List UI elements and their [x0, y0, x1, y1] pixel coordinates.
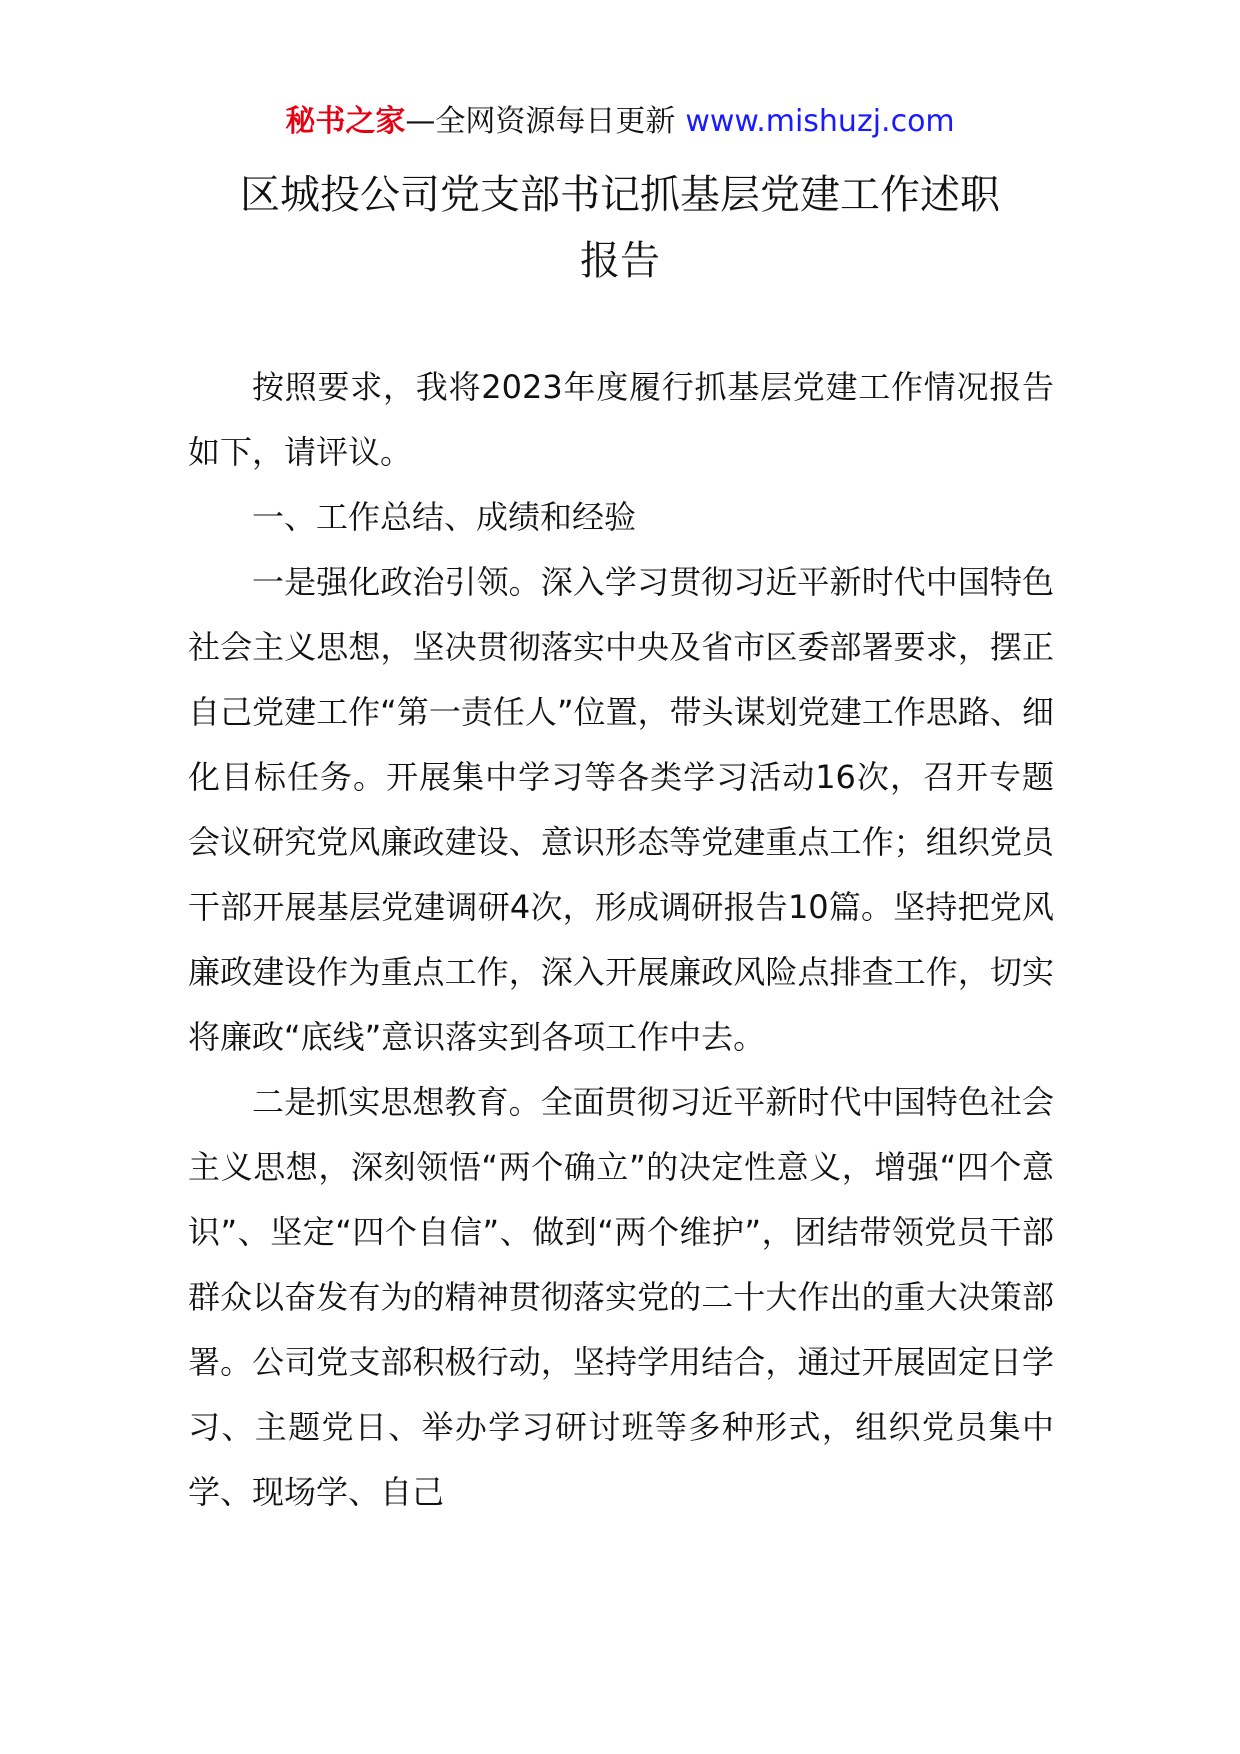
document-title [150, 162, 1090, 294]
document-body [188, 355, 1054, 1525]
site-brand: 秘书之家 [285, 104, 406, 139]
site-header [0, 100, 1240, 144]
site-url-link[interactable]: www.mishuzj.com [685, 104, 955, 139]
section-heading: 一、工作总结、成绩和经验 [252, 498, 637, 536]
document-title-line-1: 区城投公司党支部书记抓基层党建工作述职 [240, 172, 1000, 218]
paragraph-political-guidance: 一是强化政治引领。深入学习贯彻习近平新时代中国特色社会主义思想，坚决贯彻落实中央及省市区委部署要求，摆正自己党建工作“第一责任人”位置，带头谋划党建工作思路、细化目标任务。开展集中学习等各类学习活动16次，召开专题会议研究党风廉政建设、意识形态等党建重点工作；组织党员干部开展基层党建调研4次，形成调研报告10篇。坚持把党风廉政建设作为重点工作，深入开展廉政风险点排查工作，切实将廉政“底线”意识落实到各项工作中去。 [188, 563, 1054, 1056]
site-tagline: —全网资源每日更新 [405, 104, 676, 139]
paragraph-intro: 按照要求，我将2023年度履行抓基层党建工作情况报告如下，请评议。 [188, 368, 1054, 471]
paragraph-ideological-education: 二是抓实思想教育。全面贯彻习近平新时代中国特色社会主义思想，深刻领悟“两个确立”的决定性意义，增强“四个意识”、坚定“四个自信”、做到“两个维护”，团结带领党员干部群众以奋发有为的精神贯彻落实党的二十大作出的重大决策部署。公司党支部积极行动，坚持学用结合，通过开展固定日学习、主题党日、举办学习研讨班等多种形式，组织党员集中学、现场学、自己 [188, 1083, 1054, 1511]
document-title-line-2: 报告 [580, 238, 660, 284]
